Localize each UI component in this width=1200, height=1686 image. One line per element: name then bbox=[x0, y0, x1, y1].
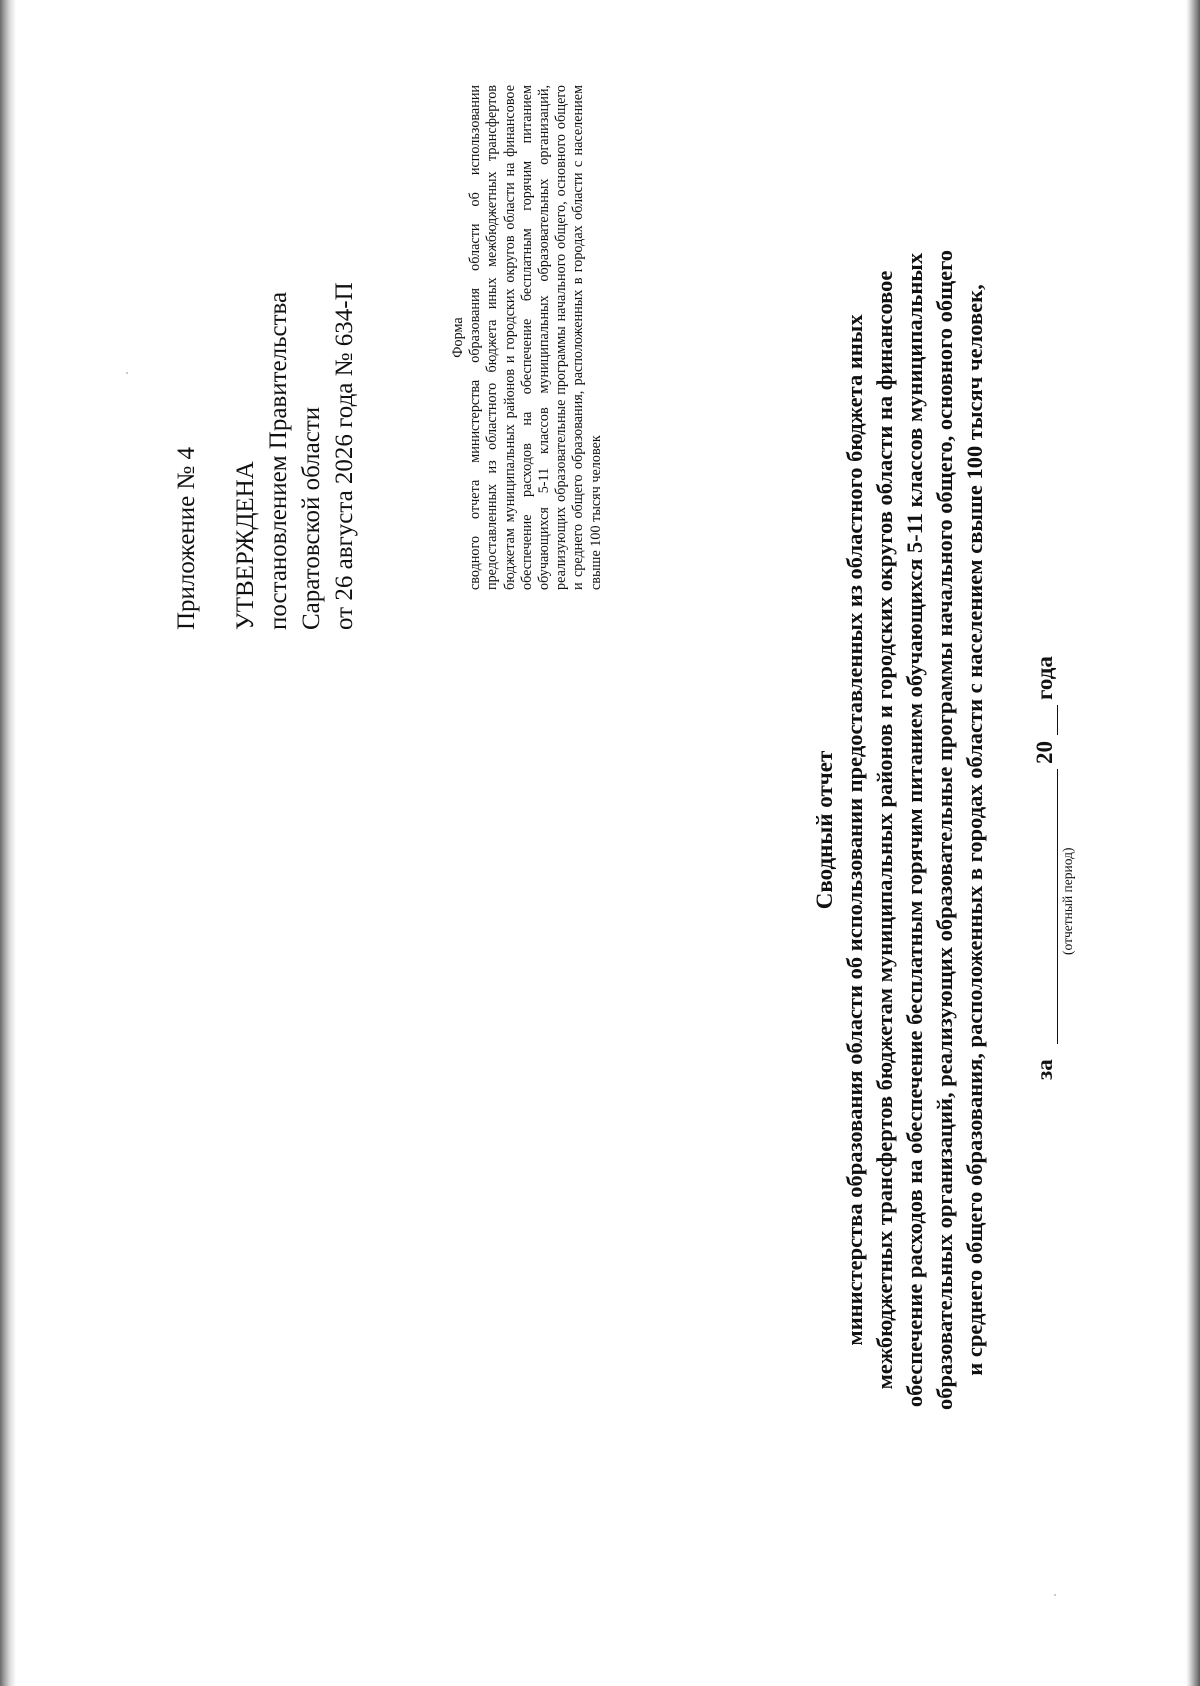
period-prefix: за bbox=[1032, 1059, 1057, 1080]
scan-edge-left bbox=[0, 0, 16, 1686]
scan-edge-right bbox=[1186, 0, 1200, 1686]
approval-block bbox=[170, 70, 361, 630]
approved-region-line: Саратовской области bbox=[298, 406, 325, 630]
period-blank bbox=[1057, 769, 1058, 1044]
approved-date-line: от 26 августа 2026 года № 634-П bbox=[331, 282, 358, 630]
report-title: Сводный отчет bbox=[812, 750, 837, 910]
reporting-period-line bbox=[1032, 520, 1092, 1080]
period-suffix: года bbox=[1032, 656, 1057, 700]
period-caption: (отчетный период) bbox=[1060, 847, 1075, 955]
report-subtitle-line: обеспечение расходов на обеспечение бесплатным горячим питанием обучающихся 5-11 классов муниципальных bbox=[902, 252, 927, 1408]
report-subtitle-line: образовательных организаций, реализующих образовательные программы начального общего, основного общего bbox=[932, 249, 957, 1411]
report-subtitle-line: министерства образования области об использовании предоставленных из областного бюджета иных bbox=[842, 314, 867, 1346]
report-subtitle-line: межбюджетных трансфертов бюджетам муниципальных районов и городских округов области на финансовое bbox=[872, 270, 897, 1390]
appendix-number: Приложение № 4 bbox=[173, 446, 200, 630]
form-description: сводного отчета министерства образования области об использовании предоставленных из областного бюджета иных межбюджетных трансфертов бюджетам муниципальных районов и городских округов области на финансовое обеспечение расходов на обеспечение бесплатным горячим питанием обучающихся 5-11 классов муниципальных образовательных организаций, реализующих образовательные программы начального общего, основного общего и среднего общего образования, расположенных в городах области с населением свыше 100 тысяч человек bbox=[467, 85, 604, 590]
approved-by-line: постановлением Правительства bbox=[265, 291, 292, 630]
document-page bbox=[40, 40, 1160, 1600]
report-heading bbox=[810, 80, 990, 1580]
form-label: Форма bbox=[450, 317, 466, 358]
approved-stamp-line: УТВЕРЖДЕНА bbox=[232, 461, 259, 630]
report-subtitle-line: и среднего общего образования, расположенных в городах области с населением свыше 100 тысяч человек, bbox=[962, 284, 987, 1376]
period-year-prefix: 20 bbox=[1032, 741, 1057, 764]
form-block bbox=[450, 85, 605, 590]
year-blank bbox=[1057, 705, 1058, 735]
